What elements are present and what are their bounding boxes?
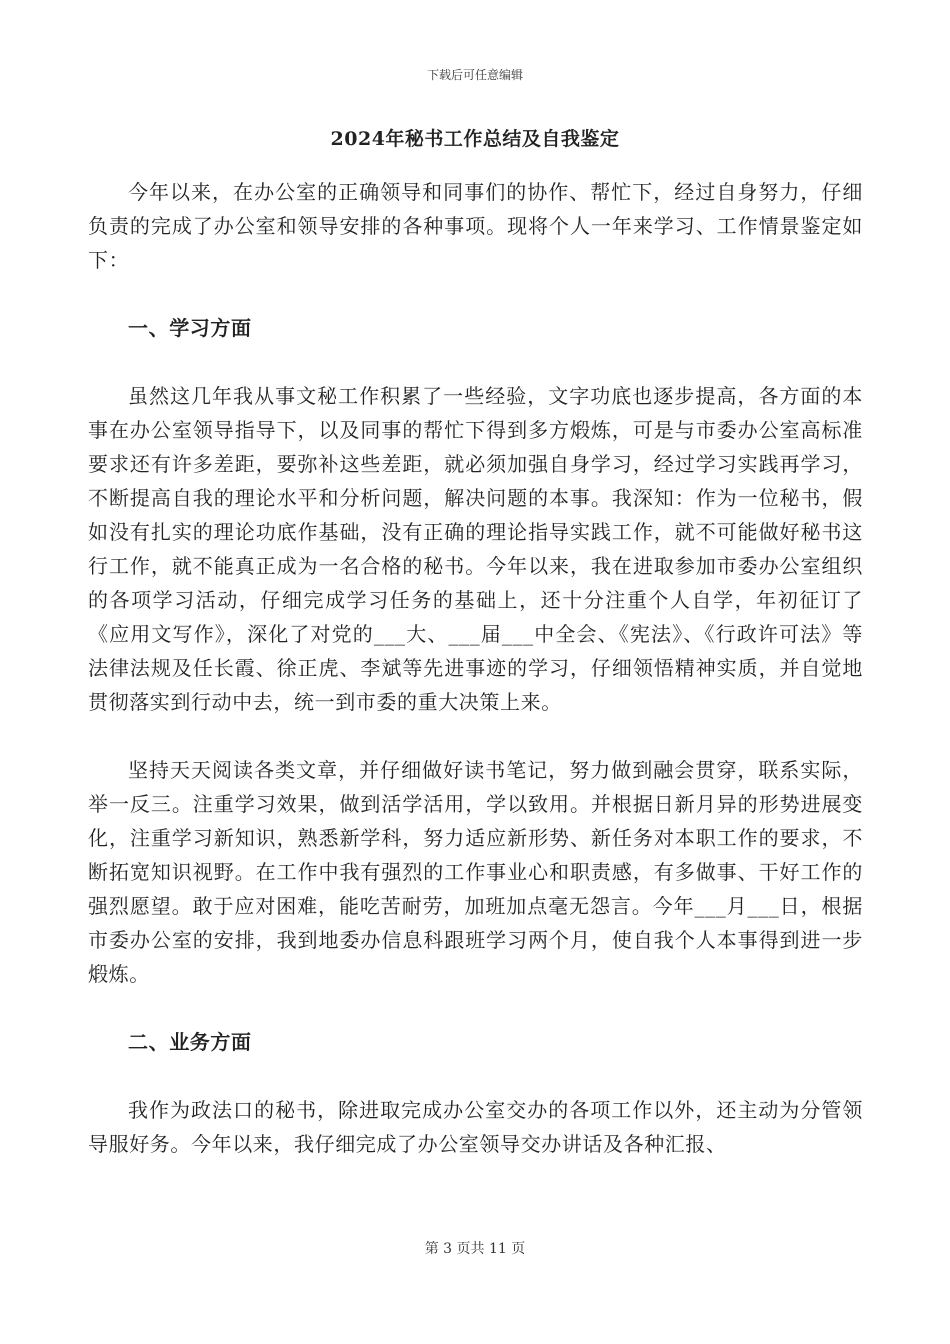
section-heading-business: 二、业务方面: [128, 1030, 252, 1054]
intro-paragraph: 今年以来，在办公室的正确领导和同事们的协作、帮忙下，经过自身努力，仔细负责的完成了办公室和领导安排的各种事项。现将个人一年来学习、工作情景鉴定如下：: [88, 180, 863, 272]
page-number: 第 3 页共 11 页: [424, 1241, 526, 1257]
study-paragraph-1: 虽然这几年我从事文秘工作积累了一些经验，文字功底也逐步提高，各方面的本事在办公室领导指导下，以及同事的帮忙下得到多方煅炼，可是与市委办公室高标准要求还有许多差距，要弥补这些差距，就必须加强自身学习，经过学习实践再学习，不断提高自我的理论水平和分析问题，解决问题的本事。我深知：作为一位秘书，假如没有扎实的理论功底作基础，没有正确的理论指导实践工作，就不可能做好秘书这行工作，就不能真正成为一名合格的秘书。今年以来，我在进取参加市委办公室组织的各项学习活动，仔细完成学习任务的基础上，还十分注重个人自学，年初征订了《应用文写作》，深化了对党的___大、___届___中全会、《宪法》、《行政许可法》等法律法规及任长霞、徐正虎、李斌等先进事迹的学习，仔细领悟精神实质，并自觉地贯彻落实到行动中去，统一到市委的重大决策上来。: [88, 384, 863, 714]
business-paragraph-1: 我作为政法口的秘书，除进取完成办公室交办的各项工作以外，还主动为分管领导服好务。今年以来，我仔细完成了办公室领导交办讲话及各种汇报、: [88, 1098, 863, 1156]
header-note: 下载后可任意编辑: [426, 68, 523, 82]
section-heading-study: 一、学习方面: [128, 316, 252, 340]
document-body: [88, 175, 863, 1161]
document-title: 2024年秘书工作总结及自我鉴定: [330, 128, 620, 150]
study-paragraph-2: 坚持天天阅读各类文章，并仔细做好读书笔记，努力做到融会贯穿，联系实际，举一反三。注重学习效果，做到活学活用，学以致用。并根据日新月异的形势进展变化，注重学习新知识，熟悉新学科，努力适应新形势、新任务对本职工作的要求，不断拓宽知识视野。在工作中我有强烈的工作事业心和职责感，有多做事、干好工作的强烈愿望。敢于应对困难，能吃苦耐劳，加班加点毫无怨言。今年___月___日，根据市委办公室的安排，我到地委办信息科跟班学习两个月，使自我个人本事得到进一步煅炼。: [88, 758, 863, 986]
